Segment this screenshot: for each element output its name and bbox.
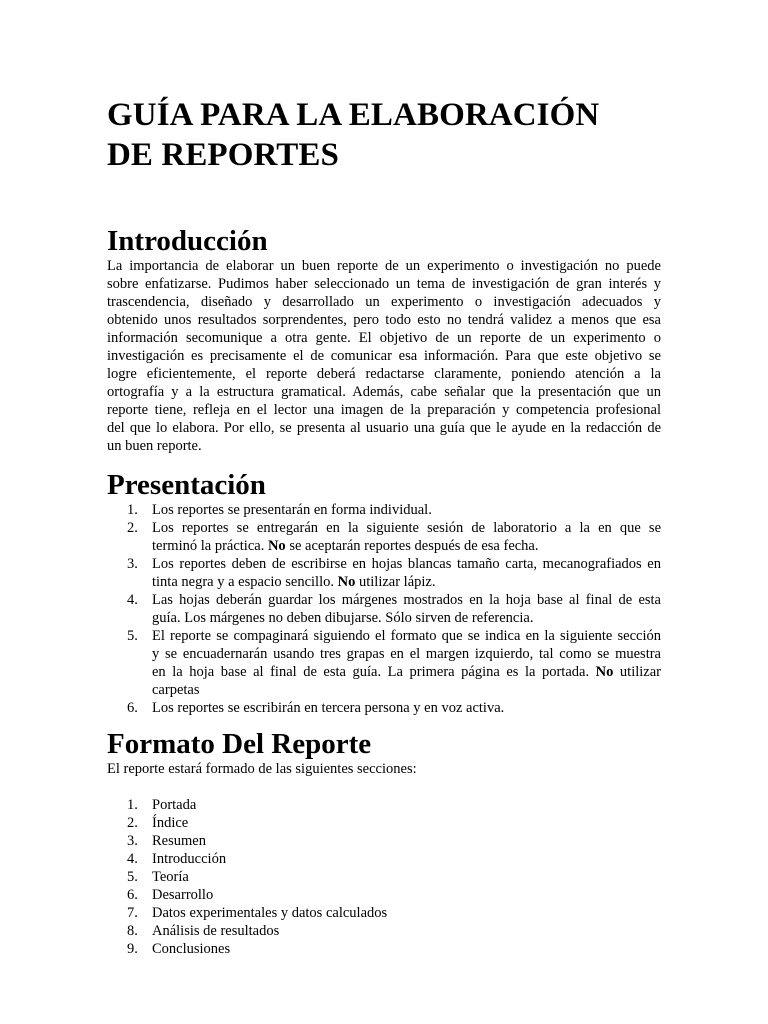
- item-text: y se encuadernarán usando tres grapas en el margen izquierdo, tal como se muestra: [152, 646, 661, 662]
- formato-section-item: [107, 832, 661, 850]
- item-text: tinta negra y a espacio sencillo.: [152, 574, 338, 590]
- document-title-line-1: GUÍA PARA LA ELABORACIÓN: [107, 97, 600, 133]
- introduccion-line: sobre enfatizarse. Pudimos haber seleccionado un tema de investigación de gran interés y: [107, 276, 661, 292]
- formato-section-label: Análisis de resultados: [152, 923, 280, 939]
- formato-section-label: Portada: [152, 797, 197, 813]
- heading-presentacion: Presentación: [107, 469, 266, 501]
- presentacion-item-line: [152, 555, 661, 573]
- formato-section-item: [107, 868, 661, 886]
- document-title: [107, 95, 661, 175]
- heading-introduccion: Introducción: [107, 225, 268, 257]
- presentacion-list: [107, 501, 661, 717]
- item-text: carpetas: [152, 682, 200, 698]
- presentacion-item-line: [152, 573, 661, 591]
- list-number: 8.: [127, 923, 138, 939]
- list-number: 2.: [127, 520, 138, 536]
- introduccion-line: trascendencia, diseñado y desarrollado un experimento o investigación adecuados y: [107, 294, 661, 310]
- emphasis-text: No: [595, 664, 614, 680]
- list-number: 3.: [127, 556, 138, 572]
- list-number: 6.: [127, 700, 138, 716]
- list-number: 7.: [127, 905, 138, 921]
- introduccion-line: logre eficientemente, el reporte deberá redactarse claramente, poniendo atención a la: [107, 366, 661, 382]
- emphasis-text: No: [267, 538, 286, 554]
- list-number: 3.: [127, 833, 138, 849]
- introduccion-paragraph: [107, 257, 661, 455]
- presentacion-item: [107, 555, 661, 591]
- list-number: 5.: [127, 628, 138, 644]
- introduccion-line: del que lo elabora. Por ello, se presenta al usuario una guía que le ayude en la redacción de: [107, 420, 661, 436]
- formato-section-item: [107, 886, 661, 904]
- presentacion-item-line: [152, 591, 661, 609]
- presentacion-item: [107, 591, 661, 627]
- list-number: 9.: [127, 941, 138, 957]
- formato-section-item: [107, 922, 661, 940]
- presentacion-item-line: [152, 699, 661, 717]
- formato-section-label: Teoría: [152, 869, 189, 885]
- formato-section-label: Introducción: [152, 851, 227, 867]
- presentacion-item: [107, 699, 661, 717]
- item-text: en la hoja base al final de esta guía. La primera página es la portada.: [152, 664, 596, 680]
- presentacion-item-line: [152, 519, 661, 537]
- formato-section-label: Conclusiones: [152, 941, 231, 957]
- document-page: [107, 95, 661, 958]
- formato-section-item: [107, 796, 661, 814]
- introduccion-line: un buen reporte.: [107, 438, 202, 454]
- heading-formato: Formato Del Reporte: [107, 728, 372, 760]
- formato-section-item: [107, 850, 661, 868]
- item-text: utilizar lápiz.: [355, 574, 436, 590]
- item-text: Los reportes se entregarán en la siguiente sesión de laboratorio a la en que se: [152, 520, 661, 536]
- introduccion-line: reporte tiene, refleja en el lector una imagen de la preparación y competencia profesional: [107, 402, 661, 418]
- introduccion-line: La importancia de elaborar un buen reporte de un experimento o investigación no puede: [107, 258, 661, 274]
- presentacion-item: [107, 627, 661, 699]
- formato-section-item: [107, 814, 661, 832]
- item-text: El reporte se compaginará siguiendo el formato que se indica en la siguiente sección: [152, 628, 661, 644]
- list-number: 4.: [127, 851, 138, 867]
- item-text: Los reportes se presentarán en forma individual.: [152, 502, 432, 518]
- list-number: 4.: [127, 592, 138, 608]
- item-text: utilizar: [613, 664, 661, 680]
- formato-intro: El reporte estará formado de las siguientes secciones:: [107, 761, 417, 777]
- presentacion-item-line: [152, 501, 661, 519]
- item-text: se aceptarán reportes después de esa fecha.: [285, 538, 539, 554]
- presentacion-item-line: [152, 645, 661, 663]
- introduccion-line: ortografía y a la estructura gramatical. Además, cabe señalar que la presentación que un: [107, 384, 661, 400]
- presentacion-item-line: [152, 681, 661, 699]
- presentacion-item-line: [152, 627, 661, 645]
- item-text: Los reportes deben de escribirse en hojas blancas tamaño carta, mecanografiados en: [152, 556, 661, 572]
- list-number: 6.: [127, 887, 138, 903]
- list-number: 1.: [127, 502, 138, 518]
- item-text: Las hojas deberán guardar los márgenes mostrados en la hoja base al final de esta: [152, 592, 661, 608]
- formato-section-item: [107, 904, 661, 922]
- presentacion-item-line: [152, 663, 661, 681]
- formato-sections-list: [107, 796, 661, 958]
- list-number: 2.: [127, 815, 138, 831]
- formato-section-item: [107, 940, 661, 958]
- introduccion-line: información secomunique a otra gente. El objetivo de un reporte de un experimento o: [107, 330, 661, 346]
- presentacion-item-line: [152, 609, 661, 627]
- presentacion-item: [107, 501, 661, 519]
- list-number: 1.: [127, 797, 138, 813]
- presentacion-item: [107, 519, 661, 555]
- formato-section-label: Datos experimentales y datos calculados: [152, 905, 388, 921]
- introduccion-line: investigación es precisamente el de comunicar esa información. Para que este objetivo se: [107, 348, 661, 364]
- item-text: Los reportes se escribirán en tercera persona y en voz activa.: [152, 700, 505, 716]
- presentacion-item-line: [152, 537, 661, 555]
- formato-section-label: Desarrollo: [152, 887, 214, 903]
- item-text: guía. Los márgenes no deben dibujarse. Sólo sirven de referencia.: [152, 610, 534, 626]
- emphasis-text: No: [337, 574, 356, 590]
- formato-section-label: Índice: [152, 815, 189, 831]
- formato-section-label: Resumen: [152, 833, 206, 849]
- list-number: 5.: [127, 869, 138, 885]
- introduccion-line: obtenido unos resultados sorprendentes, pero todo esto no tendrá validez a menos que esa: [107, 312, 661, 328]
- document-title-line-2: DE REPORTES: [107, 137, 339, 173]
- item-text: terminó la práctica.: [152, 538, 268, 554]
